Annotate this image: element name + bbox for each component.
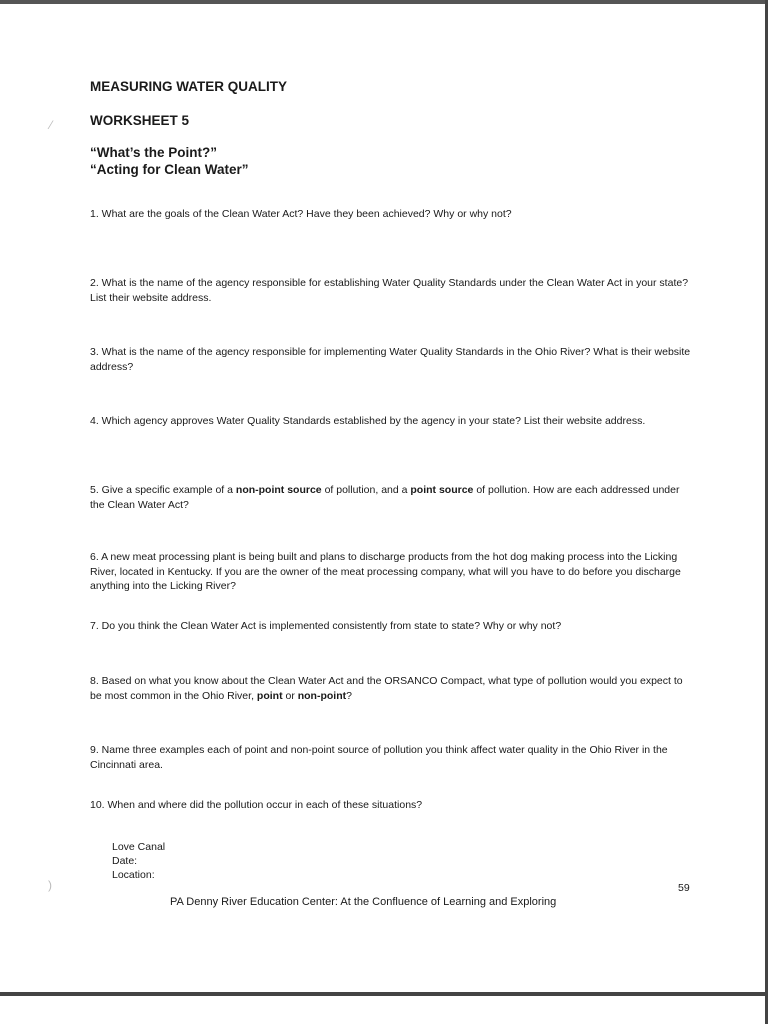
situation-date-label: Date: xyxy=(112,855,138,867)
situation-list xyxy=(112,840,165,882)
question-5-bold-term: non-point source xyxy=(235,484,322,496)
question-5-text: of pollution. How are each addressed under the Clean Water Act? xyxy=(90,484,680,511)
question-8-bold-term: non-point xyxy=(297,689,347,702)
question-3: 3. What is the name of the agency responsible for implementing Water Quality Standards in the Ohio River? What is their website address? xyxy=(90,346,691,373)
question-8-text: or xyxy=(282,689,298,702)
worksheet-page xyxy=(90,78,700,178)
question-8-text: ? xyxy=(346,689,352,702)
question-8 xyxy=(90,674,695,703)
question-1: 1. What are the goals of the Clean Water Act? Have they been achieved? Why or why not? xyxy=(90,208,512,220)
question-8-bold-term: point xyxy=(256,689,283,702)
question-8-text: 8. Based on what you know about the Clean Water Act and the ORSANCO Compact, what type of pollution would you expect to be most common in the Ohio River, xyxy=(90,675,683,702)
situation-name: Love Canal xyxy=(112,841,166,853)
scan-edge-top xyxy=(0,0,768,4)
question-5-bold-term: point source xyxy=(410,484,474,496)
worksheet-label: WORKSHEET 5 xyxy=(90,113,190,128)
situation-location-label: Location: xyxy=(112,869,155,881)
question-7: 7. Do you think the Clean Water Act is implemented consistently from state to state? Why or why not? xyxy=(90,620,562,632)
question-6: 6. A new meat processing plant is being built and plans to discharge products from the hot dog making process into the Licking River, located in Kentucky. If you are the owner of the meat processing company, what will you have to do before you discharge anything into the Licking River? xyxy=(90,551,681,592)
margin-mark: ) xyxy=(48,878,52,892)
question-5-text: of pollution, and a xyxy=(321,484,411,496)
document-title: MEASURING WATER QUALITY xyxy=(90,79,287,94)
scan-edge-bottom xyxy=(0,992,768,996)
subtitle-2: “Acting for Clean Water” xyxy=(90,162,249,177)
question-10: 10. When and where did the pollution occur in each of these situations? xyxy=(90,799,423,811)
question-9: 9. Name three examples each of point and non-point source of pollution you think affect water quality in the Ohio River in the Cincinnati area. xyxy=(90,744,668,771)
question-2: 2. What is the name of the agency responsible for establishing Water Quality Standards under the Clean Water Act in your state? List their website address. xyxy=(90,277,689,304)
question-5-text: 5. Give a specific example of a xyxy=(90,484,236,496)
question-5 xyxy=(90,483,695,512)
page-number: 59 xyxy=(678,882,690,894)
margin-mark: ⁄ xyxy=(50,118,53,132)
question-4: 4. Which agency approves Water Quality Standards established by the agency in your state? List their website address. xyxy=(90,415,646,427)
subtitle-1: “What’s the Point?” xyxy=(90,145,217,160)
footer-text: PA Denny River Education Center: At the Confluence of Learning and Exploring xyxy=(170,896,557,908)
